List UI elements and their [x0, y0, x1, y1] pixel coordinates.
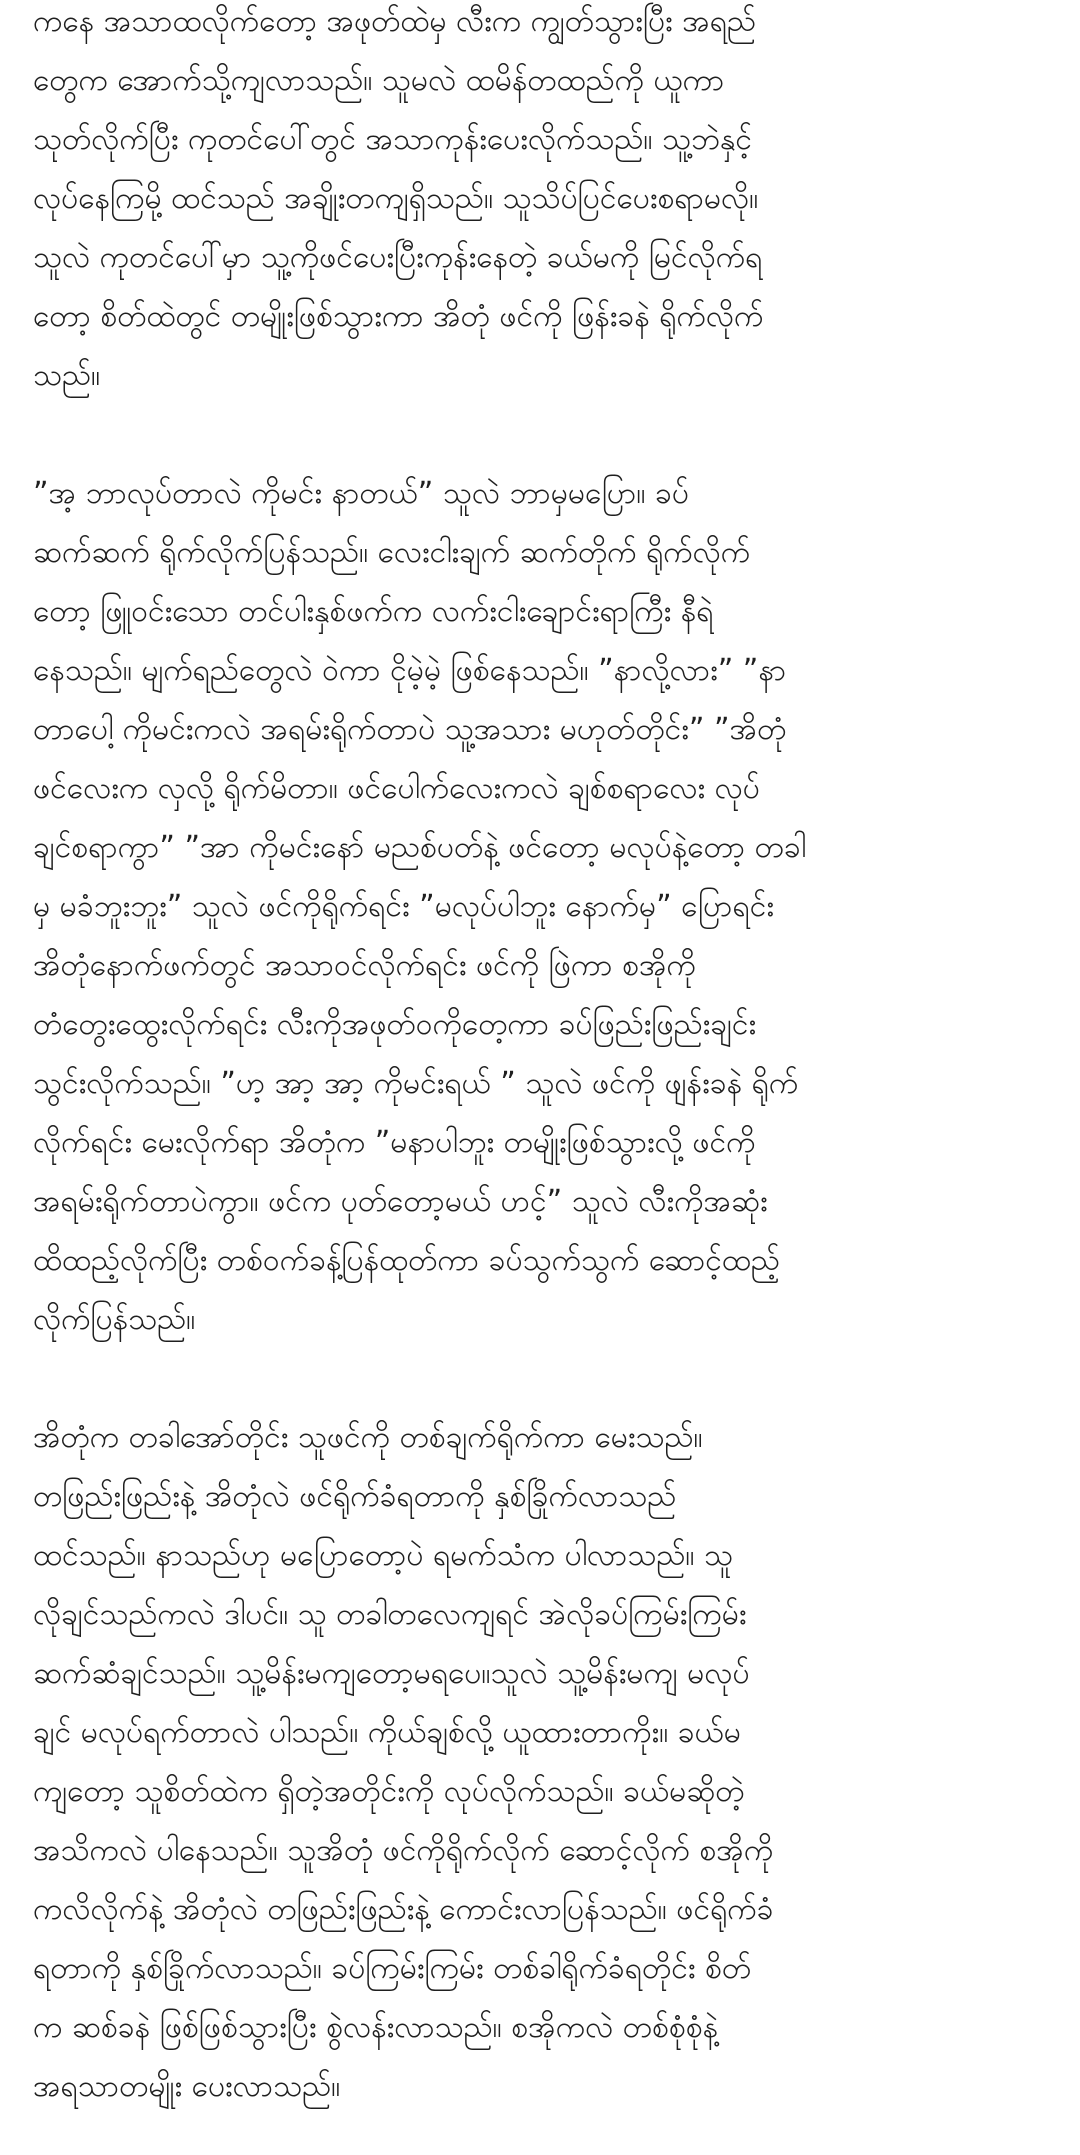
text-line: သွင်းလိုက်သည်။ ”ဟ့ အာ့ အာ့ ကိုမင်းရယ် ” သူလဲ ဖင်ကို ဖျန်းခနဲ ရိုက် — [33, 1066, 799, 1101]
text-line: ဆက်ဆံချင်သည်။ သူ့မိန်းမကျတော့မရပေ။သူလဲ သူ့မိန်းမကျ မလုပ် — [33, 1656, 750, 1691]
text-line: မှ မခံဘူးဘူး” သူလဲ ဖင်ကိုရိုက်ရင်း ”မလုပ်ပါဘူး နောက်မှ” ပြောရင်း — [33, 889, 774, 924]
text-line: လိုချင်သည်ကလဲ ဒါပင်။ သူ တခါတလေကျရင် အဲလိုခပ်ကြမ်းကြမ်း — [33, 1597, 747, 1632]
text-line: အိတုံနောက်ဖက်တွင် အသာဝင်လိုက်ရင်း ဖင်ကို ဖြဲကာ စအိုကို — [33, 948, 696, 983]
text-line: နေသည်။ မျက်ရည်တွေလဲ ဝဲကာ ငိုမဲ့မဲ့ ဖြစ်နေသည်။ ”နာလို့လား” ”နာ — [33, 653, 787, 688]
paragraph-2 — [33, 464, 1053, 1349]
text-line: သူလဲ ကုတင်ပေါ်မှာ သူ့ကိုဖင်ပေးပြီးကုန်းနေတဲ့ ခယ်မကို မြင်လိုက်ရ — [33, 240, 763, 275]
text-line: ကနေ အသာထလိုက်တော့ အဖုတ်ထဲမှ လီးက ကျွတ်သွားပြီး အရည် — [33, 4, 756, 39]
text-line: ချင်စရာကွာ” ”အာ ကိုမင်းနော် မညစ်ပတ်နဲ့ ဖင်တော့ မလုပ်နဲ့တော့ တခါ — [33, 830, 806, 865]
text-line: လုပ်နေကြမို့ ထင်သည် အချိုးတကျရှိသည်။ သူသိပ်ပြင်ပေးစရာမလို။ — [33, 181, 759, 216]
text-line: ထင်သည်။ နာသည်ဟု မပြောတော့ပဲ ရမက်သံက ပါလာသည်။ သူ — [33, 1538, 734, 1573]
text-line: အိတုံက တခါအော်တိုင်း သူဖင်ကို တစ်ချက်ရိုက်ကာ မေးသည်။ — [33, 1420, 703, 1455]
text-line: ”အ့ ဘာလုပ်တာလဲ ကိုမင်း နာတယ်” သူလဲ ဘာမှမပြော။ ခပ် — [33, 476, 689, 511]
text-line: ဆက်ဆက် ရိုက်လိုက်ပြန်သည်။ လေးငါးချက် ဆက်တိုက် ရိုက်လိုက် — [33, 535, 751, 570]
text-line: အရသာတမျိုး ပေးလာသည်။ — [33, 2069, 341, 2104]
text-line: တာပေါ့ ကိုမင်းကလဲ အရမ်းရိုက်တာပဲ သူ့အသား မဟုတ်တိုင်း” ”အိတုံ — [33, 712, 787, 747]
text-line: တော့ စိတ်ထဲတွင် တမျိုးဖြစ်သွားကာ အိတုံ ဖင်ကို ဖြန်းခနဲ ရိုက်လိုက် — [33, 299, 764, 334]
text-line: လိုက်ပြန်သည်။ — [33, 1302, 196, 1337]
text-line: ချင် မလုပ်ရက်တာလဲ ပါသည်။ ကိုယ်ချစ်လို့ ယူထားတာကိုး။ ခယ်မ — [33, 1715, 741, 1750]
text-line: တော့ ဖြူဝင်းသော တင်ပါးနှစ်ဖက်က လက်းငါးချောင်းရာကြီး နီရဲ — [33, 594, 714, 629]
text-line: တဖြည်းဖြည်းနဲ့ အိတုံလဲ ဖင်ရိုက်ခံရတာကို နှစ်ခြိုက်လာသည် — [33, 1479, 677, 1514]
text-line: တံတွေးထွေးလိုက်ရင်း လီးကိုအဖုတ်ဝကိုတေ့ကာ ခပ်ဖြည်းဖြည်းချင်း — [33, 1007, 757, 1042]
text-line: ကလိလိုက်နဲ့ အိတုံလဲ တဖြည်းဖြည်းနဲ့ ကောင်းလာပြန်သည်။ ဖင်ရိုက်ခံ — [33, 1892, 774, 1927]
paragraph-3 — [33, 1408, 1053, 2116]
story-text — [33, 0, 1053, 2155]
text-line: က ဆစ်ခနဲ ဖြစ်ဖြစ်သွားပြီး စွဲလန်းလာသည်။ စအိုကလဲ တစ်စုံစုံနဲ့ — [33, 2010, 719, 2045]
text-line: ကျတော့ သူစိတ်ထဲက ရှိတဲ့အတိုင်းကို လုပ်လိုက်သည်။ ခယ်မဆိုတဲ့ — [33, 1774, 745, 1809]
text-line: သုတ်လိုက်ပြီး ကုတင်ပေါ်တွင် အသာကုန်းပေးလိုက်သည်။ သူ့ဘဲနှင့် — [33, 122, 753, 157]
text-line: လိုက်ရင်း မေးလိုက်ရာ အိတုံက ”မနာပါဘူး တမျိုးဖြစ်သွားလို့ ဖင်ကို — [33, 1125, 756, 1160]
text-line: ထိထည့်လိုက်ပြီး တစ်ဝက်ခန့်ပြန်ထုတ်ကာ ခပ်သွက်သွက် ဆောင့်ထည့် — [33, 1243, 780, 1278]
text-line: အသိကလဲ ပါနေသည်။ သူအိတုံ ဖင်ကိုရိုက်လိုက် ဆောင့်လိုက် စအိုကို — [33, 1833, 774, 1868]
text-line: ဖင်လေးက လှလို့ ရိုက်မိတာ။ ဖင်ပေါက်လေးကလဲ ချစ်စရာလေး လုပ် — [33, 771, 760, 806]
text-line: အရမ်းရိုက်တာပဲကွာ။ ဖင်က ပုတ်တော့မယ် ဟင့်” သူလဲ လီးကိုအဆုံး — [33, 1184, 768, 1219]
text-line: ရတာကို နှစ်ခြိုက်လာသည်။ ခပ်ကြမ်းကြမ်း တစ်ခါရိုက်ခံရတိုင်း စိတ် — [33, 1951, 752, 1986]
text-line: တွေက အောက်သို့ကျလာသည်။ သူမလဲ ထမိန်တထည်ကို ယူကာ — [33, 63, 725, 98]
text-line: သည်။ — [33, 358, 101, 393]
paragraph-1 — [33, 0, 1053, 405]
